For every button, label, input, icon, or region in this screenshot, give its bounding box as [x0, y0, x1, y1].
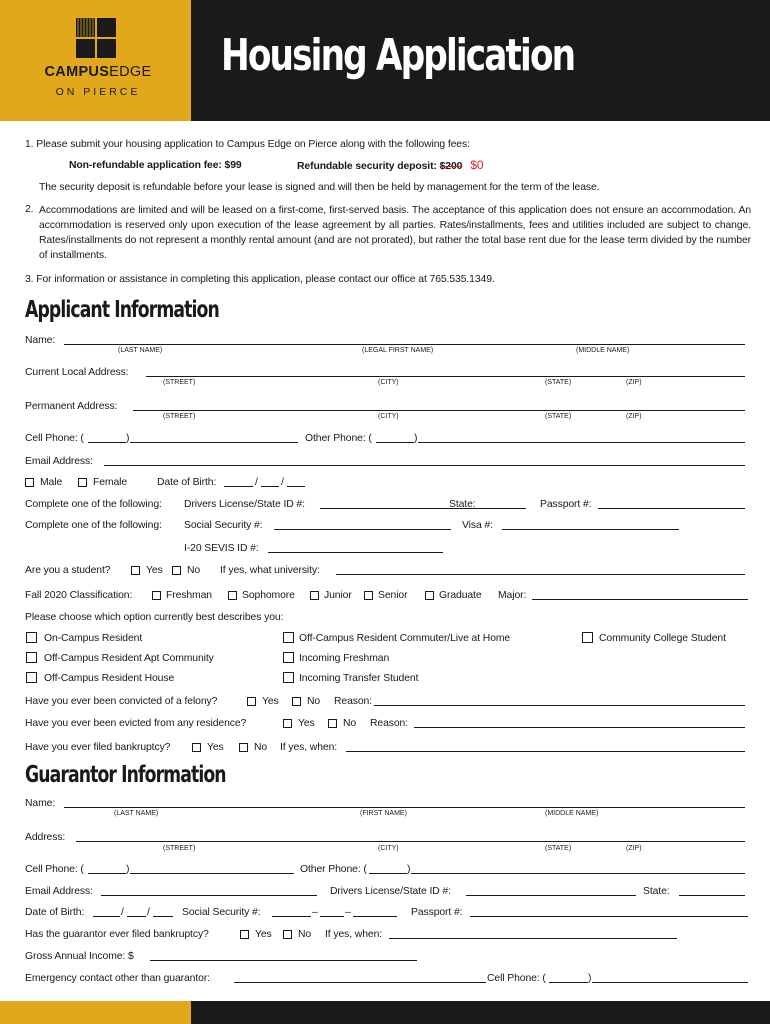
city-caption: (CITY) [378, 413, 399, 420]
middle-name-caption: (MIDDLE NAME) [576, 347, 630, 354]
female-label: Female [93, 477, 128, 488]
graduate-label: Graduate [439, 590, 482, 601]
gross-income-label: Gross Annual Income: $ [25, 951, 134, 962]
evicted-no-checkbox[interactable] [328, 719, 337, 728]
evicted-reason-input[interactable] [414, 727, 745, 728]
zip-caption: (ZIP) [626, 379, 642, 386]
guarantor-bankruptcy-no-checkbox[interactable] [283, 930, 292, 939]
intro-item-1: 1. Please submit your housing application to Campus Edge on Pierce along with the following fees: [25, 139, 470, 150]
campus-edge-logo-icon [76, 18, 116, 58]
felony-no-checkbox[interactable] [292, 697, 301, 706]
street-caption: (STREET) [163, 413, 196, 420]
incoming-transfer-label: Incoming Transfer Student [299, 673, 419, 684]
guarantor-email-input[interactable] [101, 895, 317, 896]
on-campus-label: On-Campus Resident [44, 633, 143, 644]
applicant-heading: Applicant Information [25, 297, 219, 323]
zip-caption: (ZIP) [626, 413, 642, 420]
guarantor-ssn-part1[interactable] [272, 916, 311, 917]
guarantor-bankruptcy-question: Has the guarantor ever filed bankruptcy? [25, 929, 209, 940]
junior-checkbox[interactable] [310, 591, 319, 600]
paren: ) [126, 433, 130, 444]
male-checkbox[interactable] [25, 478, 34, 487]
bankruptcy-yes-label: Yes [207, 742, 224, 753]
junior-label: Junior [324, 590, 352, 601]
student-no-checkbox[interactable] [172, 566, 181, 575]
local-address-label: Current Local Address: [25, 367, 129, 378]
community-college-checkbox[interactable] [582, 632, 593, 643]
footer-accent-bar [0, 1001, 191, 1024]
felony-question: Have you ever been convicted of a felony? [25, 696, 218, 707]
emergency-cell-area-input[interactable] [549, 982, 588, 983]
university-input[interactable] [336, 574, 745, 575]
date-separator: / [121, 907, 124, 918]
describes-prompt: Please choose which option currently best describes you: [25, 612, 284, 623]
guarantor-bankruptcy-no-label: No [298, 929, 312, 940]
cell-phone-label: Cell Phone: ( [25, 433, 84, 444]
off-campus-apt-label: Off-Campus Resident Apt Community [44, 653, 214, 664]
felony-reason-label: Reason: [334, 696, 373, 707]
last-name-caption: (LAST NAME) [114, 810, 159, 817]
guarantor-dob-day-input[interactable] [127, 916, 146, 917]
state-label: State: [449, 499, 476, 510]
zip-caption: (ZIP) [626, 845, 642, 852]
evicted-yes-label: Yes [298, 718, 315, 729]
first-name-caption: (LEGAL FIRST NAME) [362, 347, 434, 354]
guarantor-ssn-label: Social Security #: [182, 907, 261, 918]
footer-dark-bar [191, 1001, 770, 1024]
felony-no-label: No [307, 696, 321, 707]
university-label: If yes, what university: [220, 565, 320, 576]
guarantor-dob-year-input[interactable] [153, 916, 173, 917]
drivers-license-input[interactable] [320, 508, 526, 509]
guarantor-drivers-label: Drivers License/State ID #: [330, 886, 451, 897]
guarantor-other-phone-input[interactable] [411, 873, 745, 874]
guarantor-passport-input[interactable] [470, 916, 748, 917]
guarantor-state-input[interactable] [679, 895, 745, 896]
permanent-address-input[interactable] [133, 410, 745, 411]
guarantor-bankruptcy-when-input[interactable] [389, 938, 677, 939]
female-checkbox[interactable] [78, 478, 87, 487]
guarantor-cell-label: Cell Phone: ( [25, 864, 84, 875]
major-input[interactable] [532, 599, 748, 600]
state-caption: (STATE) [545, 413, 572, 420]
guarantor-cell-input[interactable] [130, 873, 294, 874]
felony-yes-checkbox[interactable] [247, 697, 256, 706]
sevis-input[interactable] [268, 552, 443, 553]
last-name-caption: (LAST NAME) [118, 347, 163, 354]
classification-label: Fall 2020 Classification: [25, 590, 133, 601]
guarantor-dob-label: Date of Birth: [25, 907, 85, 918]
guarantor-other-area-input[interactable] [369, 873, 407, 874]
student-yes-checkbox[interactable] [131, 566, 140, 575]
emergency-contact-label: Emergency contact other than guarantor: [25, 973, 210, 984]
dob-month-input[interactable] [224, 486, 253, 487]
bankruptcy-when-input[interactable] [346, 751, 745, 752]
other-phone-label: Other Phone: ( [305, 433, 372, 444]
date-separator: / [255, 477, 258, 488]
guarantor-name-input[interactable] [64, 807, 745, 808]
major-label: Major: [498, 590, 527, 601]
guarantor-email-label: Email Address: [25, 886, 93, 897]
community-college-label: Community College Student [599, 633, 726, 644]
off-campus-house-label: Off-Campus Resident House [44, 673, 175, 684]
ssn-label: Social Security #: [184, 520, 263, 531]
on-campus-checkbox[interactable] [26, 632, 37, 643]
page-footer [0, 1001, 770, 1024]
bankruptcy-yes-checkbox[interactable] [192, 743, 201, 752]
emergency-contact-input[interactable] [234, 982, 486, 983]
evicted-question: Have you ever been evicted from any residence? [25, 718, 247, 729]
middle-name-caption: (MIDDLE NAME) [545, 810, 599, 817]
graduate-checkbox[interactable] [425, 591, 434, 600]
logo-panel [0, 0, 191, 121]
other-phone-input[interactable] [418, 442, 745, 443]
cell-phone-input[interactable] [130, 442, 298, 443]
student-question: Are you a student? [25, 565, 111, 576]
sevis-label: I-20 SEVIS ID #: [184, 543, 259, 554]
other-area-code-input[interactable] [376, 442, 414, 443]
guarantor-dob-month-input[interactable] [93, 916, 120, 917]
drivers-license-label: Drivers License/State ID #: [184, 499, 305, 510]
logo-tagline: ON PIERCE [55, 86, 141, 98]
incoming-freshman-label: Incoming Freshman [299, 653, 390, 664]
guarantor-bankruptcy-yes-label: Yes [255, 929, 272, 940]
guarantor-state-label: State: [643, 886, 670, 897]
deposit-note: The security deposit is refundable before your lease is signed and will then be held by management for the term of the lease. [39, 182, 600, 193]
incoming-transfer-checkbox[interactable] [283, 672, 294, 683]
applicant-name-label: Name: [25, 335, 56, 346]
cell-area-code-input[interactable] [88, 442, 126, 443]
email-label: Email Address: [25, 456, 93, 467]
visa-label: Visa #: [462, 520, 493, 531]
commuter-label: Off-Campus Resident Commuter/Live at Home [299, 633, 511, 644]
street-caption: (STREET) [163, 845, 196, 852]
security-deposit: Refundable security deposit: $200 $0 [297, 158, 484, 172]
sophomore-checkbox[interactable] [228, 591, 237, 600]
email-input[interactable] [104, 465, 745, 466]
evicted-yes-checkbox[interactable] [283, 719, 292, 728]
evicted-reason-label: Reason: [370, 718, 409, 729]
intro-item-2-number: 2. [25, 204, 34, 215]
emergency-cell-label: Cell Phone: ( [487, 973, 546, 984]
off-campus-house-checkbox[interactable] [26, 672, 37, 683]
deposit-new-amount: $0 [470, 158, 484, 172]
incoming-freshman-checkbox[interactable] [283, 652, 294, 663]
bankruptcy-no-label: No [254, 742, 268, 753]
date-separator: / [147, 907, 150, 918]
complete-one-label: Complete one of the following: [25, 499, 162, 510]
ssn-separator: – [345, 907, 351, 918]
passport-input[interactable] [598, 508, 745, 509]
applicant-name-input[interactable] [64, 344, 745, 345]
complete-one-label: Complete one of the following: [25, 520, 162, 531]
title-panel [191, 0, 770, 121]
freshman-label: Freshman [166, 590, 212, 601]
guarantor-drivers-input[interactable] [466, 895, 636, 896]
passport-label: Passport #: [540, 499, 592, 510]
bankruptcy-when-label: If yes, when: [280, 742, 338, 753]
visa-input[interactable] [502, 529, 679, 530]
guarantor-other-phone-label: Other Phone: ( [300, 864, 367, 875]
page-title: Housing Application [221, 30, 575, 81]
page-header [0, 0, 770, 121]
guarantor-heading: Guarantor Information [25, 762, 226, 788]
date-separator: / [281, 477, 284, 488]
ssn-input[interactable] [274, 529, 451, 530]
guarantor-name-label: Name: [25, 798, 56, 809]
commuter-checkbox[interactable] [283, 632, 294, 643]
city-caption: (CITY) [378, 379, 399, 386]
application-fee: Non-refundable application fee: $99 [69, 160, 242, 171]
paren: ) [414, 433, 418, 444]
paren: ) [126, 864, 130, 875]
bankruptcy-no-checkbox[interactable] [239, 743, 248, 752]
dob-year-input[interactable] [287, 486, 305, 487]
first-name-caption: (FIRST NAME) [360, 810, 407, 817]
dob-day-input[interactable] [261, 486, 279, 487]
paren: ) [407, 864, 411, 875]
intro-item-3: 3. For information or assistance in completing this application, please contact our office at 765.535.1349. [25, 274, 495, 285]
ssn-separator: – [312, 907, 318, 918]
local-address-input[interactable] [146, 376, 745, 377]
student-yes-label: Yes [146, 565, 163, 576]
guarantor-address-label: Address: [25, 832, 66, 843]
dob-label: Date of Birth: [157, 477, 217, 488]
male-label: Male [40, 477, 63, 488]
guarantor-address-input[interactable] [76, 841, 745, 842]
guarantor-ssn-part3[interactable] [353, 916, 397, 917]
sophomore-label: Sophomore [242, 590, 295, 601]
intro-item-2: Accommodations are limited and will be leased on a first-come, first-served basis. The acceptance of this application does not ensure an accommodation. An accommodation is reserved only upon execution of the lease agreement by all parties. Rates/installments, fees and utilities included are subject to change. Rates/installments do not represent a monthly rental amount (and are not prorated), but rather the total base rent due for the lease term divided by the number of installments. [39, 205, 751, 261]
state-caption: (STATE) [545, 845, 572, 852]
guarantor-cell-area-input[interactable] [88, 873, 126, 874]
senior-label: Senior [378, 590, 408, 601]
guarantor-ssn-part2[interactable] [320, 916, 344, 917]
freshman-checkbox[interactable] [152, 591, 161, 600]
guarantor-passport-label: Passport #: [411, 907, 463, 918]
emergency-cell-input[interactable] [592, 982, 748, 983]
paren: ) [588, 973, 592, 984]
felony-reason-input[interactable] [374, 705, 745, 706]
bankruptcy-question: Have you ever filed bankruptcy? [25, 742, 171, 753]
senior-checkbox[interactable] [364, 591, 373, 600]
deposit-old-amount: $200 [439, 161, 463, 172]
guarantor-bankruptcy-yes-checkbox[interactable] [240, 930, 249, 939]
street-caption: (STREET) [163, 379, 196, 386]
guarantor-bankruptcy-when-label: If yes, when: [325, 929, 383, 940]
felony-yes-label: Yes [262, 696, 279, 707]
city-caption: (CITY) [378, 845, 399, 852]
state-caption: (STATE) [545, 379, 572, 386]
off-campus-apt-checkbox[interactable] [26, 652, 37, 663]
student-no-label: No [187, 565, 201, 576]
permanent-address-label: Permanent Address: [25, 401, 118, 412]
gross-income-input[interactable] [150, 960, 417, 961]
logo-wordmark: CAMPUSEDGE [44, 64, 152, 80]
evicted-no-label: No [343, 718, 357, 729]
